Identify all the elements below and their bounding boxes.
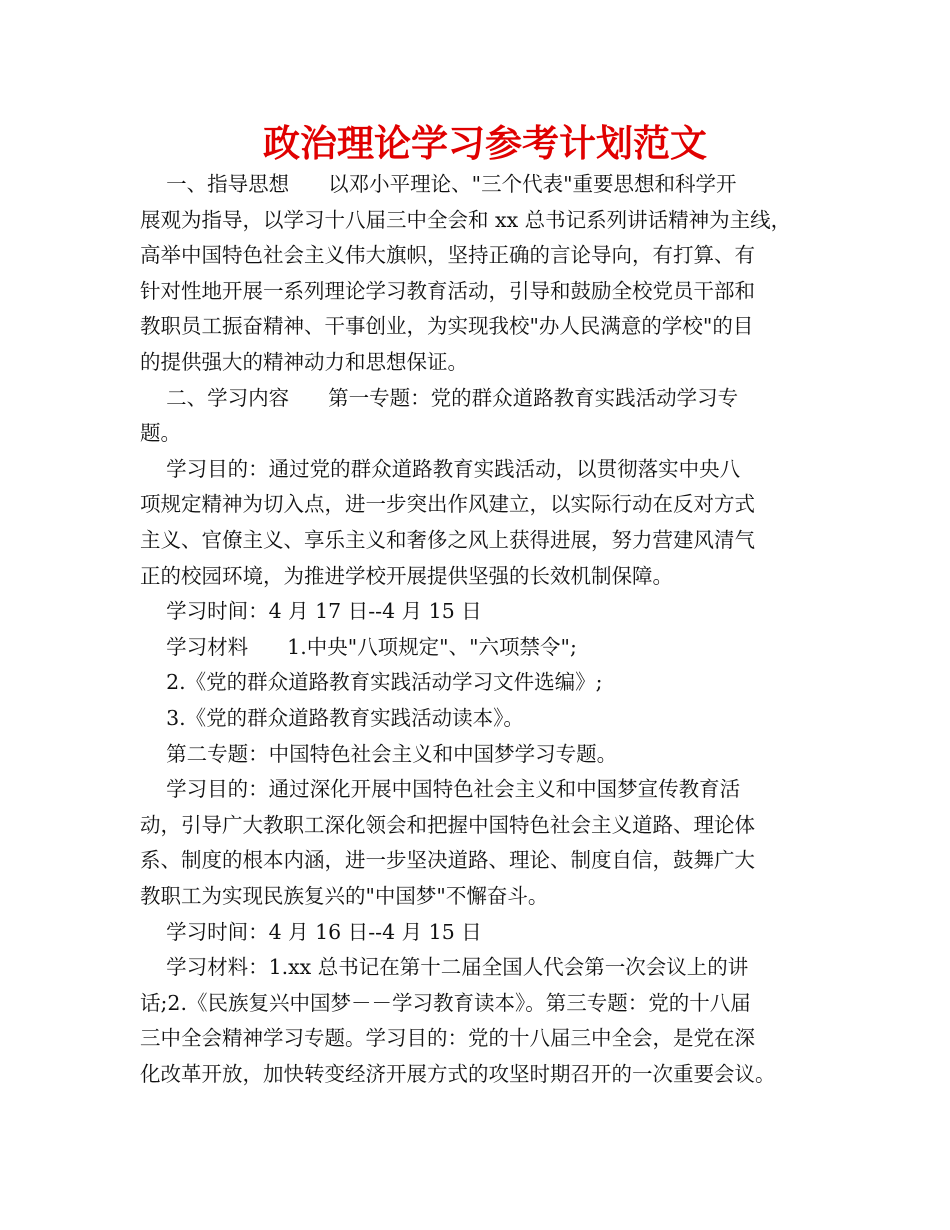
body-line: 学习材料：1.xx 总书记在第十二届全国人代会第一次会议上的讲: [140, 955, 749, 980]
document-title: 政治理论学习参考计划范文: [263, 122, 707, 165]
body-line: 二、学习内容 第一专题：党的群众道路教育实践活动学习专: [140, 385, 739, 410]
body-line: 针对性地开展一系列理论学习教育活动，引导和鼓励全校党员干部和: [140, 278, 755, 303]
body-line: 话;2.《民族复兴中国梦－－学习教育读本》。第三专题：党的十八届: [140, 990, 751, 1015]
body-line: 教职工为实现民族复兴的"中国梦"不懈奋斗。: [140, 884, 549, 908]
body-line: 教职员工振奋精神、干事创业，为实现我校"办人民满意的学校"的目: [140, 314, 754, 339]
body-line: 第二专题：中国特色社会主义和中国梦学习专题。: [140, 741, 618, 766]
body-line: 正的校园环境，为推进学校开展提供坚强的长效机制保障。: [140, 563, 673, 588]
body-line: 学习材料 1.中央"八项规定"、"六项禁令";: [140, 634, 577, 659]
body-line: 展观为指导，以学习十八届三中全会和 xx 总书记系列讲话精神为主线，: [140, 207, 792, 232]
body-line: 题。: [140, 421, 181, 446]
body-line: 学习目的：通过深化开展中国特色社会主义和中国梦宣传教育活: [140, 777, 741, 802]
body-line: 三中全会精神学习专题。学习目的：党的十八届三中全会，是党在深: [140, 1026, 755, 1051]
body-line: 2.《党的群众道路教育实践活动学习文件选编》;: [140, 670, 603, 695]
body-line: 动，引导广大教职工深化领会和把握中国特色社会主义道路、理论体: [140, 812, 755, 837]
body-line: 系、制度的根本内涵，进一步坚决道路、理论、制度自信，鼓舞广大: [140, 848, 755, 873]
body-line: 学习时间：4 月 16 日--4 月 15 日: [140, 919, 482, 944]
body-line: 的提供强大的精神动力和思想保证。: [140, 350, 468, 374]
body-line: 项规定精神为切入点，进一步突出作风建立，以实际行动在反对方式: [140, 492, 755, 517]
body-line: 高举中国特色社会主义伟大旗帜，坚持正确的言论导向，有打算、有: [140, 243, 755, 268]
body-line: 一、指导思想 以邓小平理论、"三个代表"重要思想和科学开: [140, 172, 737, 196]
body-line: 化改革开放，加快转变经济开展方式的攻坚时期召开的一次重要会议。: [140, 1062, 776, 1086]
body-line: 学习目的：通过党的群众道路教育实践活动，以贯彻落实中央八: [140, 456, 741, 481]
body-line: 学习时间：4 月 17 日--4 月 15 日: [140, 599, 482, 624]
body-line: 主义、官僚主义、享乐主义和奢侈之风上获得进展，努力营建风清气: [140, 528, 755, 552]
body-line: 3.《党的群众道路教育实践活动读本》。: [140, 706, 524, 730]
